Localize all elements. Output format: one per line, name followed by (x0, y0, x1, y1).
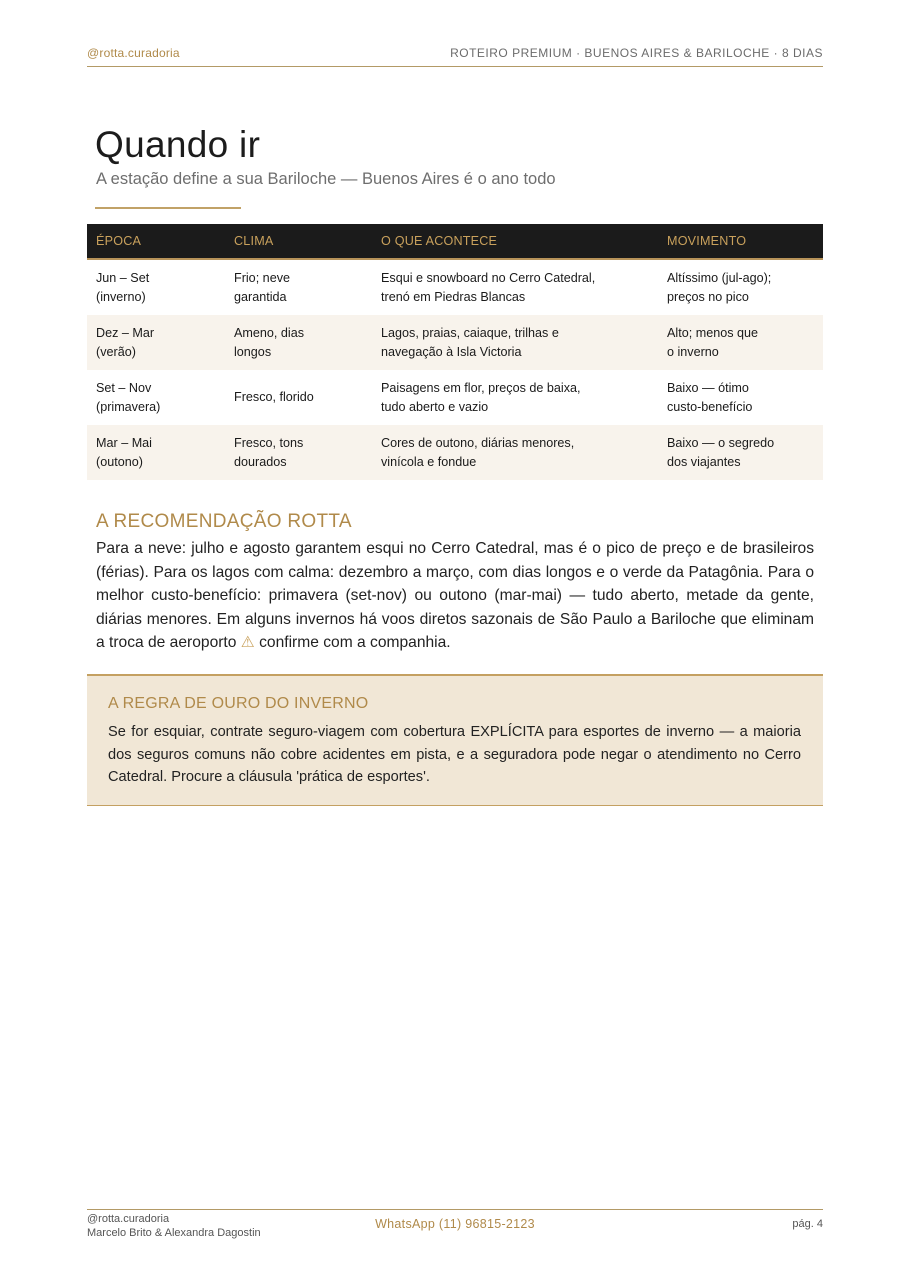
callout-title: A REGRA DE OURO DO INVERNO (108, 695, 369, 712)
page-title: Quando ir (95, 124, 261, 165)
recommendation-heading: A RECOMENDAÇÃO ROTTA (96, 511, 352, 532)
cell-epoca: Mar – Mai (outono) (96, 435, 152, 469)
cell-epoca: Jun – Set (inverno) (96, 270, 150, 304)
cell-clima: Fresco, tons dourados (234, 435, 304, 469)
cell-acontece: Lagos, praias, caiaque, trilhas e navegação à Isla Victoria (381, 325, 559, 359)
cell-movimento: Alto; menos que o inverno (667, 325, 759, 359)
table-row (87, 425, 823, 480)
table-row (87, 315, 823, 370)
recommendation-body: Para a neve: julho e agosto garantem esqui no Cerro Catedral, mas é o pico de preço e de brasileiros (férias). Para os lagos com calma: dezembro a março, com dias longos e o verde da Patagônia. Para o melhor custo-benefício: primavera (set-nov) ou outono (mar-mai) — tudo aberto, metade da gente, diárias menores. Em alguns invernos há voos diretos sazonais de São Paulo a Bariloche que eliminam a troca de aeroporto ⚠ confirme com a companhia. (96, 540, 814, 651)
document-page (87, 0, 823, 1287)
cell-clima: Ameno, dias longos (234, 325, 305, 359)
cell-acontece: Paisagens em flor, preços de baixa, tudo aberto e vazio (381, 380, 581, 414)
footer-authors: Marcelo Brito & Alexandra Dagostin (87, 1227, 261, 1239)
cell-acontece: Cores de outono, diárias menores, vinícola e fondue (381, 435, 575, 469)
page-subtitle: A estação define a sua Bariloche — Buenos Aires é o ano todo (96, 170, 556, 188)
column-header-clima: CLIMA (225, 224, 372, 259)
callout-body: Se for esquiar, contrate seguro-viagem com cobertura EXPLÍCITA para esportes de inverno — a maioria dos seguros comuns não cobre acidentes em pista, e a seguradora pode negar o atendimento no Cerro Catedral. Procure a cláusula 'prática de esportes'. (108, 724, 801, 785)
cell-movimento: Baixo — o segredo dos viajantes (667, 435, 775, 469)
cell-movimento: Baixo — ótimo custo-benefício (667, 380, 753, 414)
column-header-acontece: O QUE ACONTECE (372, 224, 658, 259)
cell-clima: Fresco, florido (234, 390, 314, 404)
footer-handle: @rotta.curadoria (87, 1213, 170, 1225)
column-header-epoca: ÉPOCA (87, 224, 225, 259)
cell-acontece: Esqui e snowboard no Cerro Catedral, trenó em Piedras Blancas (381, 270, 596, 304)
page-header (87, 46, 823, 60)
column-header-movimento: MOVIMENTO (658, 224, 823, 259)
page-number: pág. 4 (792, 1218, 823, 1230)
header-divider (87, 66, 823, 67)
footer-divider (87, 1209, 823, 1210)
season-table (87, 224, 823, 480)
table-row (87, 259, 823, 315)
cell-movimento: Altíssimo (jul-ago); preços no pico (667, 270, 772, 304)
winter-rule-callout (87, 674, 823, 806)
title-accent-line (95, 207, 241, 209)
table-row (87, 370, 823, 425)
document-label: ROTEIRO PREMIUM · BUENOS AIRES & BARILOCHE · 8 DIAS (450, 46, 823, 60)
warning-icon: ⚠ (240, 634, 255, 651)
brand-handle: @rotta.curadoria (87, 46, 180, 60)
cell-epoca: Set – Nov (primavera) (96, 380, 161, 414)
table-header-row (87, 224, 823, 259)
footer-whatsapp: WhatsApp (11) 96815-2123 (375, 1217, 535, 1231)
cell-clima: Frio; neve garantida (234, 270, 290, 304)
cell-epoca: Dez – Mar (verão) (96, 325, 155, 359)
